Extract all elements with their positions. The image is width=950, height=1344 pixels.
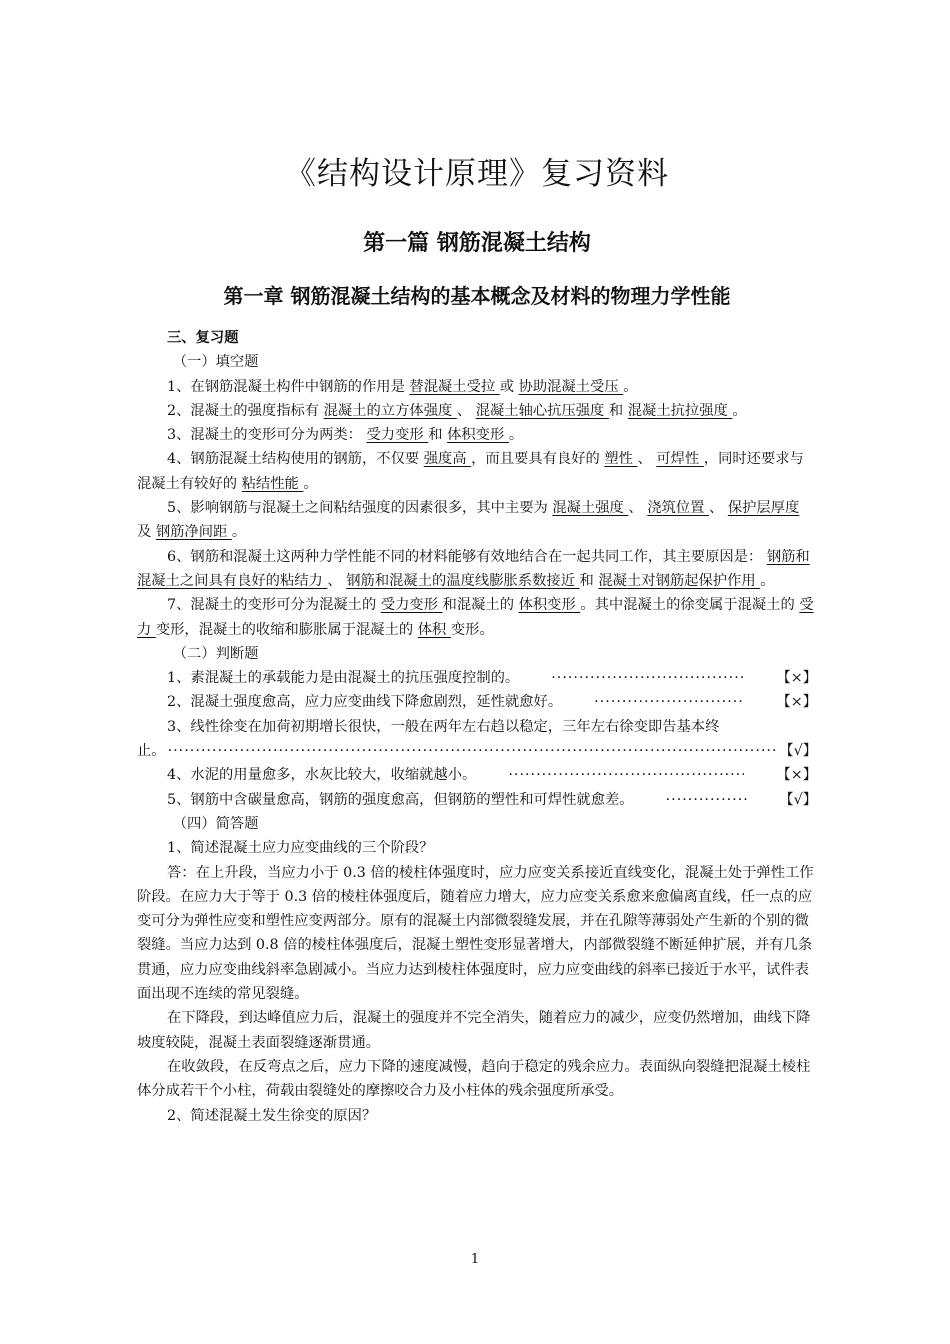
fill-text: 4、钢筋混凝土结构使用的钢筋，不仅要	[167, 451, 424, 468]
fill-answer: 混凝土抗拉强度	[627, 402, 733, 419]
fill-item	[137, 496, 817, 545]
fill-item	[137, 593, 817, 642]
fill-text: 和	[608, 402, 628, 419]
section-heading: 三、复习题	[167, 330, 239, 346]
chapter-title: 第一章 钢筋混凝土结构的基本概念及材料的物理力学性能	[223, 284, 731, 308]
fill-text: 、	[456, 402, 476, 419]
fill-answer: 体积变形	[447, 427, 509, 444]
short-answer-heading: （四）简答题	[172, 815, 259, 832]
fill-item	[137, 399, 817, 423]
leader-dots	[636, 788, 748, 812]
fill-answer: 替混凝土受拉	[409, 378, 500, 395]
fill-answer: 塑性	[604, 451, 638, 468]
fill-answer: 混凝土对钢筋起保护作用	[598, 572, 761, 589]
fill-answer: 钢筋净间距	[155, 524, 232, 541]
fill-text: 。	[760, 572, 775, 589]
fill-text: 6、钢筋和混凝土这两种力学性能不同的材料能够有效地结合在一起共同工作，其主要原因是：	[167, 548, 767, 565]
fill-text: 及	[137, 524, 156, 541]
fill-answer: 受力变形	[366, 427, 429, 444]
fill-answer: 体积	[417, 621, 451, 638]
judge-item	[137, 715, 817, 764]
judge-question: 3、线性徐变在加荷初期增长很快，一般在两年左右趋以稳定，三年左右徐变即告基本终	[167, 718, 720, 735]
fill-item	[137, 447, 817, 496]
judge-question: 4、水泥的用量愈多，水灰比较大，收缩就越小。	[167, 767, 477, 784]
fill-text: 5、影响钢筋与混凝土之间粘结强度的因素很多，其中主要为	[167, 500, 553, 517]
fill-answer: 受力	[137, 597, 814, 638]
fill-text: 、	[327, 572, 347, 589]
fill-blank-list	[137, 375, 817, 642]
fill-text: 3、混凝土的变形可分为两类：	[167, 427, 367, 444]
short-question-1: 1、简述混凝土应力应变曲线的三个阶段？	[167, 840, 434, 857]
fill-text: 、	[637, 451, 657, 468]
short-answer-paragraph: 答：在上升段，当应力小于 0.3 倍的棱柱体强度时，应力应变关系接近直线变化，混凝土处于弹性工作阶段。在应力大于等于 0.3 倍的棱柱体强度后，随着应力增大，应力应变关系愈来愈偏离直线，任一点的应变可分为弹性应变和塑性应变两部分。原有的混凝土内部微裂缝发展，并在孔隙等薄弱处产生新的个别的微裂缝。当应力达到 0.8 倍的棱柱体强度后，混凝土塑性变形显著增大，内部微裂缝不断延伸扩展，并有几条贯通，应力应变曲线斜率急剧减小。当应力达到棱柱体强度时，应力应变曲线的斜率已接近于水平，试件表面出现不连续的常见裂缝。	[137, 864, 814, 1003]
judge-item	[137, 788, 817, 812]
fill-answer: 混凝土强度	[552, 500, 629, 517]
fill-text: 。	[732, 402, 747, 419]
fill-text: 。	[623, 378, 638, 395]
judge-item	[137, 763, 817, 787]
leader-dots	[521, 666, 744, 690]
judge-question: 2、混凝土强度愈高，应力应变曲线下降愈剧烈，延性就愈好。	[167, 694, 563, 711]
leader-dots	[168, 739, 778, 763]
fill-text: 1、在钢筋混凝土构件中钢筋的作用是	[167, 378, 410, 395]
fill-text: 。其中混凝土的徐变属于混凝土的	[580, 597, 800, 614]
fill-text: 。	[231, 524, 247, 541]
fill-answer: 可焊性	[656, 451, 704, 468]
judge-list	[137, 666, 817, 812]
fill-answer: 受力变形	[380, 597, 443, 614]
judge-heading: （二）判断题	[172, 645, 259, 662]
fill-answer: 钢筋和混凝土的温度线膨胀系数接近	[346, 572, 580, 589]
fill-answer: 混凝土的立方体强度	[323, 402, 457, 419]
judge-answer: 【×】	[776, 670, 817, 687]
fill-text: 、	[628, 500, 648, 517]
part-title: 第一篇 钢筋混凝土结构	[363, 231, 591, 256]
judge-item	[137, 666, 817, 690]
fill-item	[137, 423, 817, 447]
leader-dots	[478, 763, 744, 787]
fill-answer: 保护层厚度	[727, 500, 800, 517]
fill-text: ，同时还要求与混凝土有较好的	[137, 451, 804, 492]
document-title: 《结构设计原理》复习资料	[285, 156, 669, 192]
fill-item	[137, 375, 817, 399]
short-question-2: 2、简述混凝土发生徐变的原因？	[167, 1107, 377, 1124]
fill-text: 变形。	[450, 621, 494, 638]
document-body	[137, 326, 817, 1128]
fill-text: 7、混凝土的变形可分为混凝土的	[167, 597, 381, 614]
judge-answer: 【√】	[779, 791, 817, 808]
leader-dots	[564, 690, 744, 714]
short-answer-paragraph: 在收敛段，在反弯点之后，应力下降的速度减慢，趋向于稳定的残余应力。表面纵向裂缝把混凝土棱柱体分成若干个小柱，荷载由裂缝处的摩擦咬合力及小柱体的残余强度所承受。	[137, 1058, 811, 1100]
fill-text: 和混凝土的	[442, 597, 519, 614]
judge-answer: 【×】	[776, 767, 817, 784]
page-number: 1	[470, 1252, 480, 1267]
judge-answer: 【×】	[776, 694, 817, 711]
judge-item	[137, 690, 817, 714]
fill-answer: 强度高	[423, 451, 472, 468]
fill-text: ，而且要具有良好的	[471, 451, 605, 468]
fill-text: 2、混凝土的强度指标有	[167, 402, 324, 419]
fill-text: 和	[579, 572, 599, 589]
fill-text: 。	[303, 475, 318, 492]
fill-item	[137, 545, 817, 594]
short-answer-paragraph: 在下降段，到达峰值应力后，混凝土的强度并不完全消失，随着应力的减少，应变仍然增加，曲线下降坡度较陡，混凝土表面裂缝逐渐贯通。	[137, 1010, 811, 1051]
fill-answer: 体积变形	[518, 597, 581, 614]
judge-question-continued: 止。 ····· 【√】	[137, 739, 817, 763]
fill-answer: 协助混凝土受压	[518, 378, 624, 395]
fill-text: 。	[508, 427, 524, 444]
fill-text: 变形，混凝土的收缩和膨胀属于混凝土的	[155, 621, 418, 638]
fill-text: 、	[708, 500, 728, 517]
judge-question: 1、素混凝土的承载能力是由混凝土的抗压强度控制的。	[167, 670, 520, 687]
fill-answer: 粘结性能	[241, 475, 304, 492]
fill-text: 或	[499, 378, 519, 395]
fill-answer: 混凝土轴心抗压强度	[475, 402, 609, 419]
fill-answer: 钢筋和混凝土之间具有良好的粘结力	[137, 548, 810, 589]
judge-question: 5、钢筋中含碳量愈高，钢筋的强度愈高，但钢筋的塑性和可焊性就愈差。	[167, 791, 634, 808]
fill-heading: （一）填空题	[172, 354, 259, 371]
fill-text: 和	[428, 427, 448, 444]
fill-answer: 浇筑位置	[647, 500, 709, 517]
judge-answer: 【√】	[779, 743, 817, 760]
